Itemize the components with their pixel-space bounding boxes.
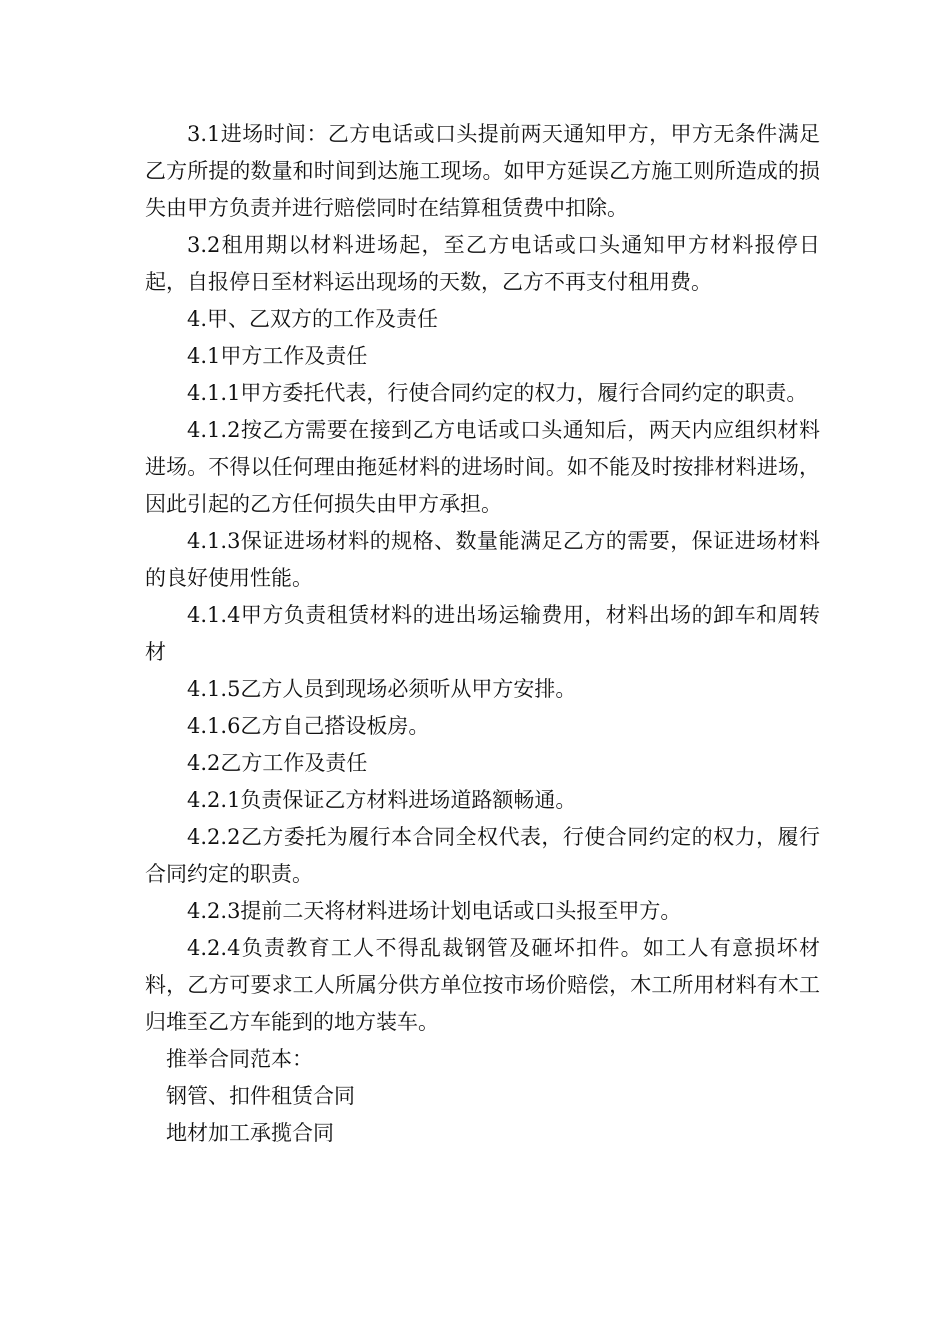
paragraph-4-1-4: 4.1.4甲方负责租赁材料的进出场运输费用，材料出场的卸车和周转材 bbox=[145, 603, 820, 664]
paragraph-4-1-2: 4.1.2按乙方需要在接到乙方电话或口头通知后，两天内应组织材料进场。不得以任何理由拖延材料的进场时间。如不能及时按排材料进场，因此引起的乙方任何损失由甲方承担。 bbox=[145, 418, 820, 516]
paragraph-3-2: 3.2租用期以材料进场起，至乙方电话或口头通知甲方材料报停日起，自报停日至材料运出现场的天数，乙方不再支付租用费。 bbox=[145, 233, 820, 294]
paragraph-4-1-6: 4.1.6乙方自己搭设板房。 bbox=[187, 714, 430, 738]
paragraph-4-1-5: 4.1.5乙方人员到现场必须听从甲方安排。 bbox=[187, 677, 577, 701]
document-body bbox=[145, 116, 820, 1152]
paragraph-4-2-2: 4.2.2乙方委托为履行本合同全权代表，行使合同约定的权力，履行合同约定的职责。 bbox=[145, 825, 820, 886]
related-template-link[interactable]: 地材加工承揽合同 bbox=[166, 1121, 334, 1145]
paragraph-4-2-4: 4.2.4负责教育工人不得乱裁钢管及砸坏扣件。如工人有意损坏材料，乙方可要求工人所属分供方单位按市场价赔偿，木工所用材料有木工归堆至乙方车能到的地方装车。 bbox=[145, 936, 820, 1034]
section-heading-4-1: 4.1甲方工作及责任 bbox=[187, 344, 368, 368]
section-heading-4-2: 4.2乙方工作及责任 bbox=[187, 751, 368, 775]
paragraph-4-2-3: 4.2.3提前二天将材料进场计划电话或口头报至甲方。 bbox=[187, 899, 682, 923]
paragraph-4-1-1: 4.1.1甲方委托代表，行使合同约定的权力，履行合同约定的职责。 bbox=[187, 381, 808, 405]
related-template-link[interactable]: 钢管、扣件租赁合同 bbox=[166, 1084, 355, 1108]
section-heading-4: 4.甲、乙双方的工作及责任 bbox=[187, 307, 439, 331]
paragraph-4-2-1: 4.2.1负责保证乙方材料进场道路额畅通。 bbox=[187, 788, 577, 812]
paragraph-4-1-3: 4.1.3保证进场材料的规格、数量能满足乙方的需要，保证进场材料的良好使用性能。 bbox=[145, 529, 820, 590]
paragraph-3-1: 3.1进场时间：乙方电话或口头提前两天通知甲方，甲方无条件满足乙方所提的数量和时间到达施工现场。如甲方延误乙方施工则所造成的损失由甲方负责并进行赔偿同时在结算租赁费中扣除。 bbox=[145, 122, 820, 220]
related-templates-title: 推举合同范本： bbox=[166, 1047, 313, 1071]
